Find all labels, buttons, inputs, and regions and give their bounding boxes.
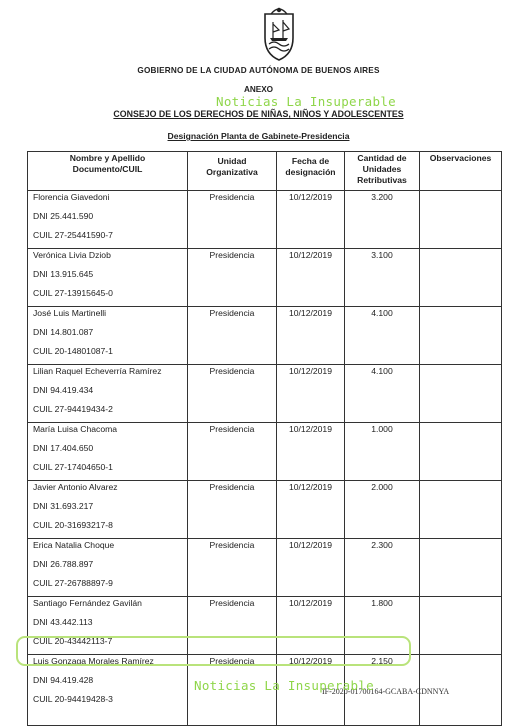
person-cuil: CUIL 27-17404650-1 bbox=[33, 462, 113, 472]
person-cell bbox=[28, 365, 188, 423]
person-name: José Luis Martinelli bbox=[33, 308, 107, 318]
council-title: CONSEJO DE LOS DERECHOS DE NIÑAS, NIÑOS Y ADOLESCENTES bbox=[113, 109, 404, 119]
table-row bbox=[28, 481, 502, 539]
person-cell bbox=[28, 481, 188, 539]
units-cell: 2.150 bbox=[345, 655, 420, 726]
units-cell: 4.100 bbox=[345, 365, 420, 423]
person-cuil: CUIL 20-94419428-3 bbox=[33, 694, 113, 704]
person-dni: DNI 94.419.428 bbox=[33, 675, 94, 685]
unit-cell: Presidencia bbox=[188, 249, 277, 307]
person-dni: DNI 13.915.645 bbox=[33, 269, 94, 279]
header-name-document: Nombre y Apellido Documento/CUIL bbox=[28, 152, 188, 191]
observations-cell bbox=[420, 307, 502, 365]
table-row bbox=[28, 365, 502, 423]
header-designation-date: Fecha de designación bbox=[277, 152, 345, 191]
header-organizational-unit: Unidad Organizativa bbox=[188, 152, 277, 191]
unit-cell: Presidencia bbox=[188, 423, 277, 481]
person-dni: DNI 26.788.897 bbox=[33, 559, 94, 569]
person-dni: DNI 94.419.434 bbox=[33, 385, 94, 395]
units-cell: 3.200 bbox=[345, 191, 420, 249]
observations-cell bbox=[420, 481, 502, 539]
date-cell: 10/12/2019 bbox=[277, 539, 345, 597]
person-cell bbox=[28, 249, 188, 307]
person-name: Santiago Fernández Gavilán bbox=[33, 598, 142, 608]
person-cuil: CUIL 27-26788897-9 bbox=[33, 578, 113, 588]
unit-cell: Presidencia bbox=[188, 539, 277, 597]
row-highlight-box bbox=[16, 636, 411, 666]
date-cell: 10/12/2019 bbox=[277, 481, 345, 539]
person-name: Luis Gonzaga Morales Ramírez bbox=[33, 656, 154, 666]
designation-subtitle: Designación Planta de Gabinete-Presidencia bbox=[167, 131, 350, 141]
person-cell bbox=[28, 307, 188, 365]
person-dni: DNI 43.442.113 bbox=[33, 617, 93, 627]
units-cell: 1.000 bbox=[345, 423, 420, 481]
watermark-bottom: Noticias La Insuperable bbox=[194, 678, 374, 693]
person-name: María Luisa Chacoma bbox=[33, 424, 118, 434]
header-retributive-units: Cantidad de Unidades Retributivas bbox=[345, 152, 420, 191]
table-row bbox=[28, 539, 502, 597]
person-name: Javier Antonio Alvarez bbox=[33, 482, 118, 492]
header-observations: Observaciones bbox=[420, 152, 502, 191]
units-cell: 3.100 bbox=[345, 249, 420, 307]
date-cell: 10/12/2019 bbox=[277, 191, 345, 249]
government-title: GOBIERNO DE LA CIUDAD AUTÓNOMA DE BUENOS AIRES bbox=[137, 66, 380, 75]
table-row bbox=[28, 423, 502, 481]
table-row bbox=[28, 191, 502, 249]
watermark-top: Noticias La Insuperable bbox=[216, 94, 396, 109]
person-dni: DNI 14.801.087 bbox=[33, 327, 94, 337]
person-name: Verónica Livia Dziob bbox=[33, 250, 111, 260]
date-cell: 10/12/2019 bbox=[277, 365, 345, 423]
person-cuil: CUIL 27-25441590-7 bbox=[33, 230, 113, 240]
units-cell: 2.300 bbox=[345, 539, 420, 597]
unit-cell: Presidencia bbox=[188, 481, 277, 539]
person-cuil: CUIL 27-94419434-2 bbox=[33, 404, 113, 414]
observations-cell bbox=[420, 249, 502, 307]
person-cell bbox=[28, 539, 188, 597]
unit-cell: Presidencia bbox=[188, 307, 277, 365]
person-dni: DNI 25.441.590 bbox=[33, 211, 94, 221]
person-dni: DNI 31.693.217 bbox=[33, 501, 94, 511]
date-cell: 10/12/2019 bbox=[277, 655, 345, 726]
person-cuil: CUIL 27-13915645-0 bbox=[33, 288, 113, 298]
unit-cell: Presidencia bbox=[188, 597, 277, 655]
date-cell: 10/12/2019 bbox=[277, 423, 345, 481]
date-cell: 10/12/2019 bbox=[277, 307, 345, 365]
person-cuil: CUIL 20-43442113-7 bbox=[33, 636, 113, 646]
units-cell: 2.000 bbox=[345, 481, 420, 539]
units-cell: 4.100 bbox=[345, 307, 420, 365]
person-cell bbox=[28, 423, 188, 481]
date-cell: 10/12/2019 bbox=[277, 249, 345, 307]
unit-cell: Presidencia bbox=[188, 365, 277, 423]
observations-cell bbox=[420, 423, 502, 481]
person-cell bbox=[28, 191, 188, 249]
table-header-row bbox=[28, 152, 502, 191]
observations-cell bbox=[420, 539, 502, 597]
person-dni: DNI 17.404.650 bbox=[33, 443, 94, 453]
person-name: Florencia Giavedoni bbox=[33, 192, 110, 202]
table-row bbox=[28, 307, 502, 365]
person-name: Erica Natalia Choque bbox=[33, 540, 115, 550]
person-cuil: CUIL 20-31693217-8 bbox=[33, 520, 113, 530]
person-name: Lilian Raquel Echeverría Ramírez bbox=[33, 366, 162, 376]
observations-cell bbox=[420, 191, 502, 249]
observations-cell bbox=[420, 365, 502, 423]
annex-label: ANEXO bbox=[243, 85, 274, 94]
units-cell: 1.800 bbox=[345, 597, 420, 655]
unit-cell: Presidencia bbox=[188, 655, 277, 726]
date-cell: 10/12/2019 bbox=[277, 597, 345, 655]
document-reference: IF-2020-01700164-GCABA-CDNNYA bbox=[322, 687, 450, 696]
city-coat-of-arms-logo bbox=[259, 4, 299, 62]
table-row bbox=[28, 249, 502, 307]
observations-cell bbox=[420, 597, 502, 655]
person-cuil: CUIL 20-14801087-1 bbox=[33, 346, 113, 356]
unit-cell: Presidencia bbox=[188, 191, 277, 249]
